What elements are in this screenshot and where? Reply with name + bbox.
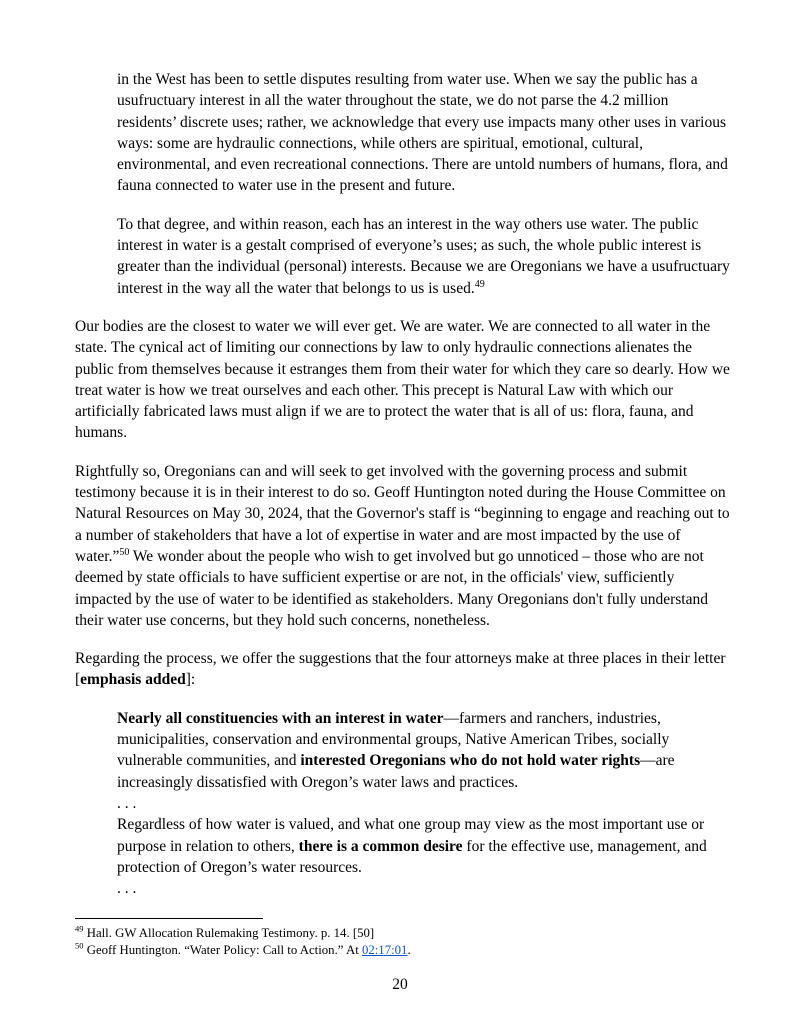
footnote-49 xyxy=(75,925,731,942)
letter-quote-1-text-a: —farmers and ranchers, industries, municipalities, conservation and environmental groups, Native American Tribes, socially vulnerable communities, and xyxy=(117,709,670,770)
body-paragraph-2-text-a: Rightfully so, Oregonians can and will seek to get involved with the governing process and submit testimony because it is in their interest to do so. Geoff Huntington noted during the House Committee on Natural Resources on May 30, 2024, that the Governor's staff is “beginning to engage and reaching out to a number of stakeholders that have a lot of expertise in water and are most impacted by the use of water.” xyxy=(75,462,730,565)
indented-quote-block-2 xyxy=(117,708,731,900)
letter-quote-2-text-b: for the effective use, management, and protection of Oregon’s water resources. xyxy=(117,837,707,876)
body-paragraph-3-text-a: Regarding the process, we offer the suggestions that the four attorneys make at three places in their letter [ xyxy=(75,650,726,689)
footnote-50-number: 50 xyxy=(75,940,84,951)
quote-paragraph-1 xyxy=(117,69,731,197)
page-number: 20 xyxy=(392,976,408,993)
body-paragraph-1 xyxy=(75,316,731,444)
indented-quote-block-1 xyxy=(117,69,731,299)
body-paragraph-3-text-b: ]: xyxy=(185,671,196,689)
letter-quote-2-bold: there is a common desire xyxy=(298,837,463,855)
quote-2-text: To that degree, and within reason, each has an interest in the way others use water. The public interest in water is a gestalt comprised of everyone’s uses; as such, the whole public interest is greater than the individual (personal) interests. Because we are Oregonians we have a usufructuary interest in the way all the water that belongs to us is used. xyxy=(117,215,730,297)
ellipsis-line-1: . . . xyxy=(117,794,137,812)
letter-quote-1-bold-b: interested Oregonians who do not hold water rights xyxy=(300,752,641,770)
footnote-50 xyxy=(75,942,731,959)
body-paragraph-2-text-b: We wonder about the people who wish to get involved but go unnoticed – those who are not deemed by state officials to have sufficient expertise or are not, in the officials' view, sufficiently impacted by the use of water to be identified as stakeholders. Many Oregonians don't fully understand their water use concerns, but they hold such concerns, nonetheless. xyxy=(75,547,708,629)
ellipsis-line-2: . . . xyxy=(117,880,137,898)
document-content xyxy=(75,69,731,899)
footnote-divider xyxy=(75,918,263,919)
letter-quote-2-text-a: Regardless of how water is valued, and what one group may view as the most important use or purpose in relation to others, xyxy=(117,816,705,855)
timestamp-link[interactable]: 02:17:01 xyxy=(361,943,408,957)
body-paragraph-1-text: Our bodies are the closest to water we will ever get. We are water. We are connected to all water in the state. The cynical act of limiting our connections by law to only hydraulic connections alienates the public from themselves because it estranges them from their water for which they care so dearly. How we treat water is how we treat ourselves and each other. This precept is Natural Law with which our artificially fabricated laws must align if we are to protect the water that is all of us: flora, fauna, and humans. xyxy=(75,317,730,442)
letter-quote-1-bold-a: Nearly all constituencies with an interest in water xyxy=(117,709,444,727)
quote-1-text: in the West has been to settle disputes resulting from water use. When we say the public has a usufructuary interest in all the water throughout the state, we do not parse the 4.2 million residents’ discrete uses; rather, we acknowledge that every use impacts many other uses in various ways: some are hydraulic connections, while others are spiritual, emotional, cultural, environmental, and even recreational connections. There are untold numbers of humans, flora, and fauna connected to water use in the present and future. xyxy=(117,71,728,195)
letter-quote-1-text-b: —are increasingly dissatisfied with Oregon’s water laws and practices. xyxy=(117,752,675,791)
letter-quote-paragraph-2 xyxy=(117,814,731,878)
footnote-49-text: Hall. GW Allocation Rulemaking Testimony. p. 14. [50] xyxy=(83,926,375,940)
letter-quote-paragraph-1 xyxy=(117,708,731,793)
footnote-section xyxy=(75,918,731,959)
body-paragraph-2 xyxy=(75,461,731,631)
footnote-50-text: Geoff Huntington. “Water Policy: Call to Action.” At xyxy=(83,943,362,957)
body-paragraph-3 xyxy=(75,648,731,691)
footnote-49-number: 49 xyxy=(75,923,84,934)
footnote-ref-49: 49 xyxy=(474,278,485,290)
footnote-50-text-end: . xyxy=(407,943,411,957)
quote-paragraph-2 xyxy=(117,214,731,299)
footnote-ref-50: 50 xyxy=(119,546,130,558)
emphasis-added-note: emphasis added xyxy=(80,671,186,689)
